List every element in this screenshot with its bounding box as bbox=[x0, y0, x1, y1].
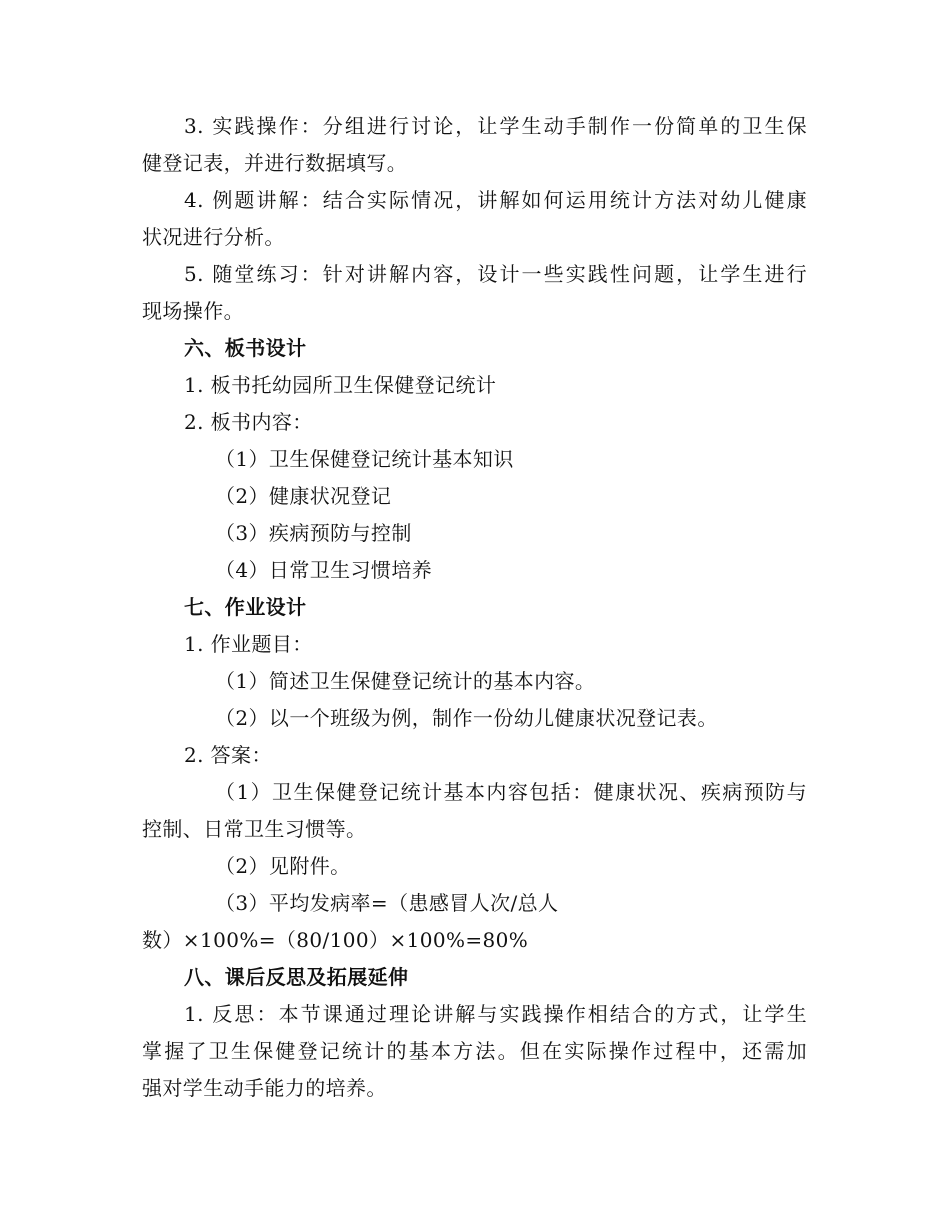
paragraph-line: 1. 反思：本节课通过理论讲解与实践操作相结合的方式，让学生 bbox=[184, 1002, 807, 1026]
paragraph-line: 强对学生动手能力的培养。 bbox=[142, 1076, 387, 1100]
paragraph-line: 3. 实践操作：分组进行讨论，让学生动手制作一份简单的卫生保 bbox=[184, 114, 807, 138]
list-item: （2）以一个班级为例，制作一份幼儿健康状况登记表。 bbox=[215, 706, 718, 730]
list-item: （4）日常卫生习惯培养 bbox=[215, 558, 433, 582]
section-heading: 七、作业设计 bbox=[184, 595, 307, 619]
list-item: （2）健康状况登记 bbox=[215, 484, 392, 508]
paragraph-line: 1. 板书托幼园所卫生保健登记统计 bbox=[184, 373, 497, 397]
paragraph-line: 4. 例题讲解：结合实际情况，讲解如何运用统计方法对幼儿健康 bbox=[184, 188, 807, 212]
list-item: （1）卫生保健登记统计基本知识 bbox=[215, 447, 514, 471]
list-item: （1）简述卫生保健登记统计的基本内容。 bbox=[215, 669, 596, 693]
document-page bbox=[142, 108, 807, 1107]
paragraph-line: 2. 答案： bbox=[184, 743, 272, 767]
section-heading: 六、板书设计 bbox=[184, 336, 307, 360]
formula-line: 数）×100%=（80/100）×100%=80% bbox=[142, 928, 529, 952]
paragraph-line: 1. 作业题目： bbox=[184, 632, 313, 656]
list-item: （3）平均发病率=（患感冒人次/总人 bbox=[215, 891, 559, 915]
paragraph-line: 控制、日常卫生习惯等。 bbox=[142, 817, 367, 841]
paragraph-line: 现场操作。 bbox=[142, 299, 244, 323]
section-heading: 八、课后反思及拓展延伸 bbox=[184, 965, 409, 989]
paragraph-line: 2. 板书内容： bbox=[184, 410, 313, 434]
list-item: （2）见附件。 bbox=[215, 854, 351, 878]
list-item: （3）疾病预防与控制 bbox=[215, 521, 412, 545]
paragraph-line: 健登记表，并进行数据填写。 bbox=[142, 151, 408, 175]
paragraph-line: 状况进行分析。 bbox=[142, 225, 285, 249]
paragraph-line: 掌握了卫生保健登记统计的基本方法。但在实际操作过程中，还需加 bbox=[142, 1039, 807, 1063]
paragraph-line: 5. 随堂练习：针对讲解内容，设计一些实践性问题，让学生进行 bbox=[184, 262, 807, 286]
list-item: （1）卫生保健登记统计基本内容包括：健康状况、疾病预防与 bbox=[215, 780, 807, 804]
